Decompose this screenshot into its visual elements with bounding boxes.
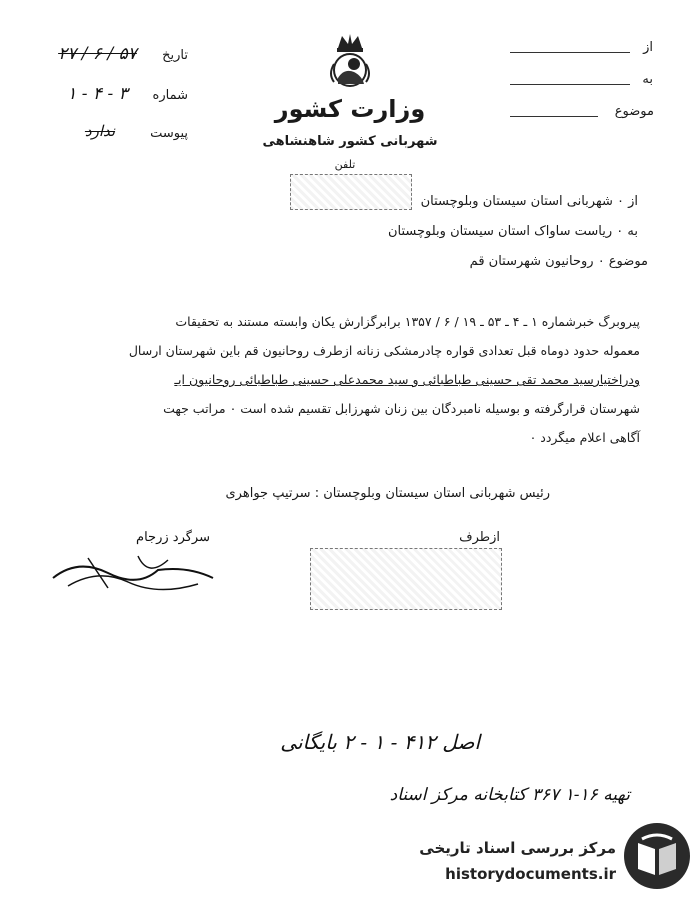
attachment-value: ندارد [84, 122, 116, 140]
subject-header-line [510, 116, 598, 117]
ministry-title: وزارت کشور [274, 95, 426, 123]
to-header-line [510, 84, 630, 85]
number-label: شماره [152, 88, 188, 103]
signature-scribble-icon [48, 548, 218, 598]
date-label: تاریخ [162, 48, 188, 63]
subject-header-label: موضوع [614, 104, 654, 119]
footer-website: historydocuments.ir [445, 865, 616, 883]
redacted-signature [310, 548, 502, 610]
book-logo-icon [622, 821, 692, 891]
lion-and-sun-crown-icon [320, 30, 380, 94]
from-header-label: از [643, 40, 653, 55]
date-value: ۲۷ / ۶ / ۵۷ [58, 44, 137, 64]
body-line-1: پیروبرگ خبرشماره ۱ ـ ۴ ـ ۵۳ ـ ۱۹ / ۶ / ۱۳۵۷ برابرگزارش یکان وابسته مستند به تحقیقات [175, 314, 640, 329]
body-line-5: آگاهی اعلام میگردد ۰ [529, 430, 640, 445]
ministry-subtitle: شهربانی کشور شاهنشاهی [262, 134, 438, 149]
routing-to: به ۰ ریاست ساواک استان سیستان وبلوچستان [387, 224, 638, 239]
body-line-2: معموله حدود دوماه قبل تعدادی قواره چادرمشکی زنانه ازطرف روحانیون قم باین شهرستان ارسال [128, 343, 640, 358]
routing-subject: موضوع ۰ روحانیون شهرستان قم [469, 254, 648, 269]
from-header-line [510, 52, 630, 53]
to-header-label: به [642, 72, 653, 87]
footer-center-name: مرکز بررسی اسناد تاریخی [419, 839, 616, 857]
handwritten-note-2: تهیه ۱۶-۱ ۳۶۷ کتابخانه مرکز اسناد [389, 785, 630, 805]
signature-title: رئیس شهربانی استان سیستان وبلوچستان : سرتیپ جواهری [225, 486, 550, 501]
body-line-4: شهرستان قرارگرفته و بوسیله نامبردگان بین زنان شهرزابل تقسیم شده است ۰ مراتب جهت [163, 401, 640, 416]
handwritten-note-1: اصل ۴۱۲ - ۱ - ۲ بایگانی [280, 730, 480, 754]
attachment-label: پیوست [150, 126, 188, 141]
number-value: ۱ - ۴ - ۳ [67, 84, 128, 104]
body-line-3: ودراختیارسید محمد تقی حسینی طباطبائی و سید محمدعلی حسینی طباطبائی روحانیون ایـ [174, 372, 640, 387]
routing-from: از ۰ شهربانی استان سیستان وبلوچستان [420, 194, 638, 209]
signature-from-label: ازطرف [459, 530, 500, 545]
redacted-stamp [290, 174, 412, 210]
signature-left-name: سرگرد زرجام [136, 530, 210, 545]
telephone-label: تلفن [334, 158, 356, 171]
